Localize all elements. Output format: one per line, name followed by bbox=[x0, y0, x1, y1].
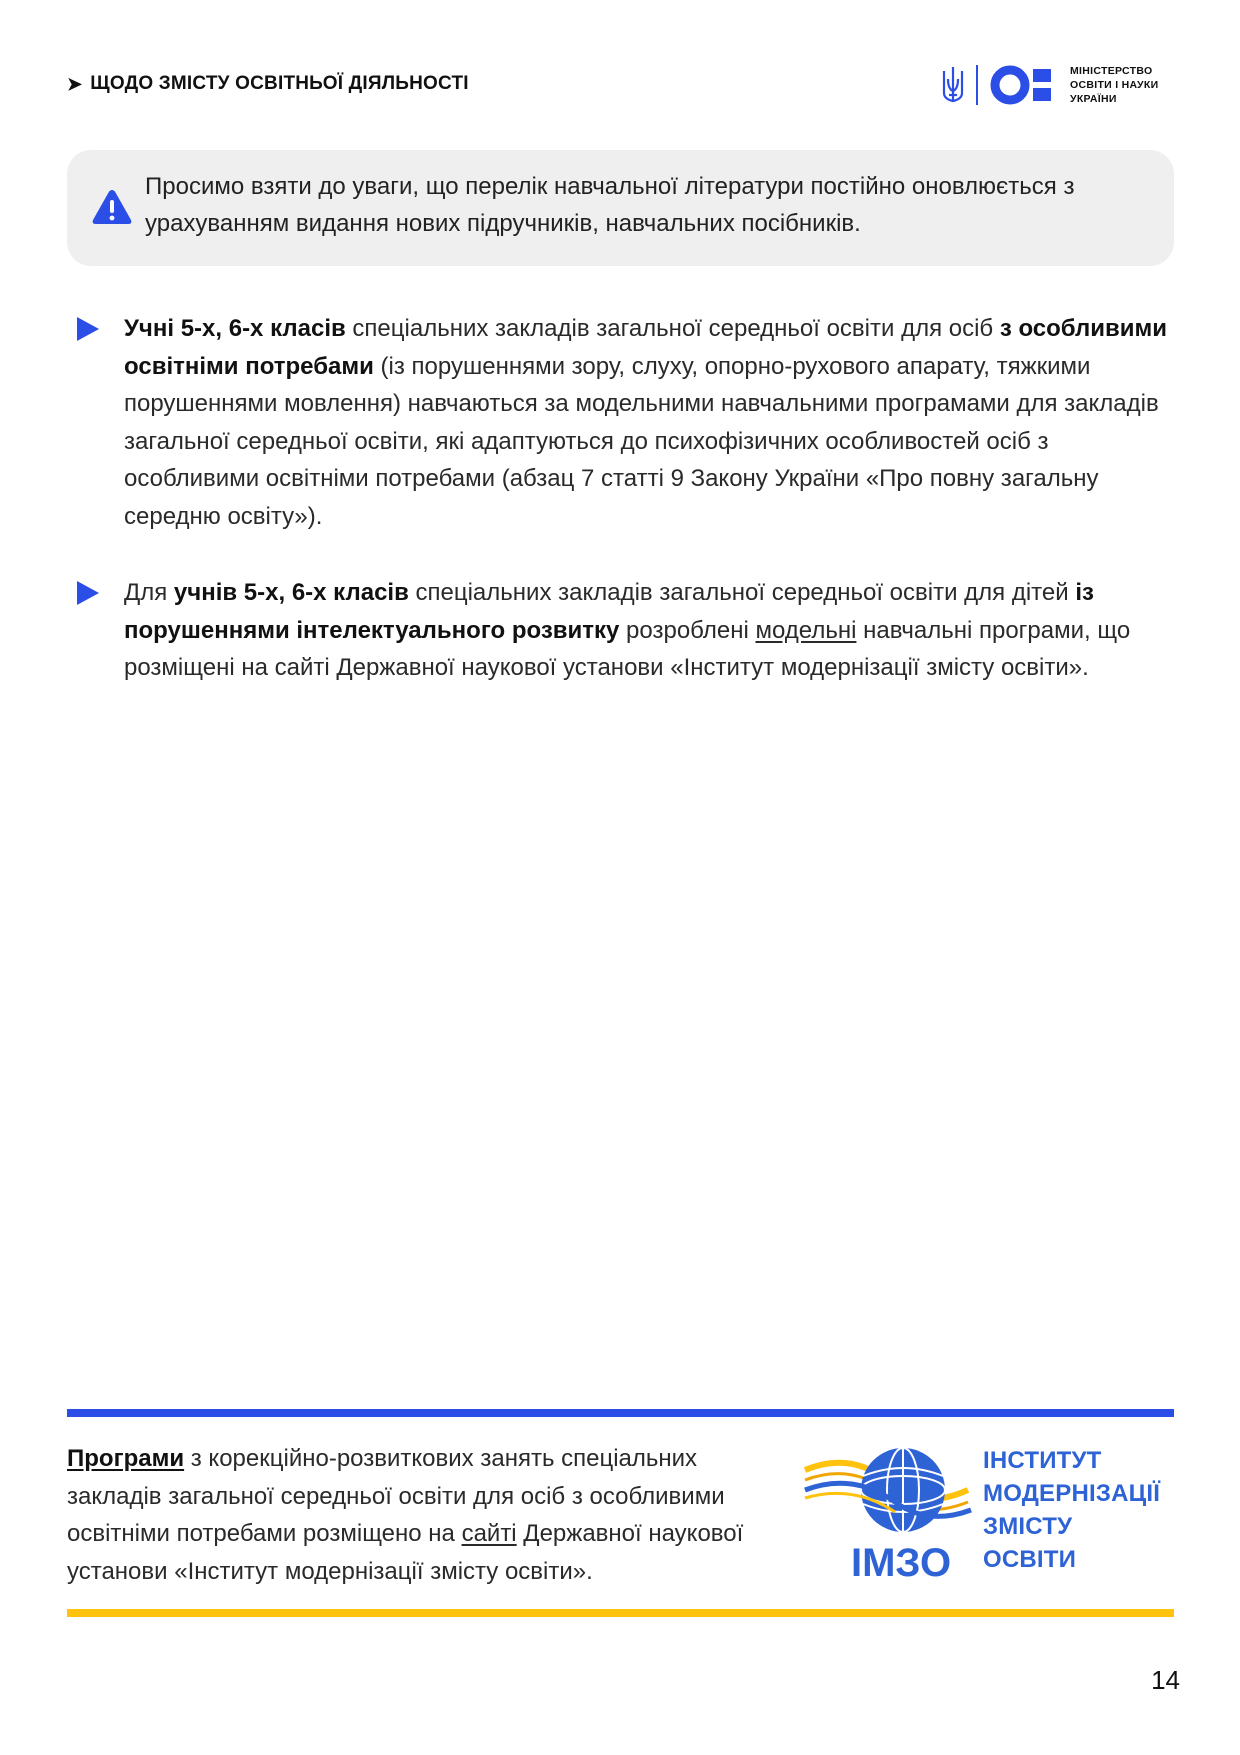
logo-divider bbox=[976, 65, 978, 105]
mon-mark-icon bbox=[990, 65, 1058, 105]
text-run: Для bbox=[124, 579, 174, 606]
ministry-name-line: МІНІСТЕРСТВО bbox=[1070, 65, 1153, 77]
imzo-abbr: ІМЗО bbox=[851, 1541, 952, 1585]
ministry-name bbox=[1070, 64, 1158, 106]
globe-icon bbox=[803, 1440, 973, 1590]
text-run: спеціальних закладів загальної середньої освіти для дітей bbox=[408, 579, 1076, 606]
trident-icon bbox=[940, 65, 966, 105]
list-item bbox=[67, 574, 1177, 687]
ministry-name-line: УКРАЇНИ bbox=[1070, 93, 1117, 105]
notice-box bbox=[67, 150, 1174, 266]
text-run: з корекційно-розвиткових занять спеціальних закладів загальної середньої освіти для осіб з особливими освітніми потребами розміщено на bbox=[67, 1445, 725, 1547]
bullet-triangle-icon bbox=[77, 317, 99, 341]
list-item-text bbox=[124, 310, 1177, 535]
section-header bbox=[67, 73, 469, 95]
text-run: навчальні програми, що розміщені на сайті Державної наукової установи «Інститут модернізації змісту освіти». bbox=[124, 616, 1131, 681]
text-run: (із порушеннями зору, слуху, опорно-рухового апарату, тяжкими порушеннями мовлення) навчаються за модельними навчальними програмами для закладів загальної середньої освіти, які адаптуються до психофізичних особливостей осіб з особливими освітніми потребами (абзац 7 статті 9 Закону України «Про повну загальну середню освіту»). bbox=[124, 352, 1159, 530]
bold-text: з особливими освітніми потребами bbox=[124, 315, 1168, 380]
bold-text: учнів 5-х, 6-х класів bbox=[173, 579, 409, 606]
text-run: розроблені bbox=[619, 616, 756, 644]
imzo-title-line: ІНСТИТУТ bbox=[983, 1447, 1102, 1474]
blue-divider bbox=[67, 1409, 1174, 1417]
page-number: 14 bbox=[1151, 1665, 1180, 1695]
imzo-title-line: ОСВІТИ bbox=[983, 1546, 1077, 1573]
list-item-text bbox=[124, 574, 1177, 687]
text-run: Державної наукової установи «Інститут модернізації змісту освіти». bbox=[67, 1520, 744, 1585]
bold-text: Учні 5-х, 6-х класів bbox=[124, 315, 346, 342]
arrow-right-icon: ➤ bbox=[67, 73, 83, 94]
model-programs-link[interactable]: модельні bbox=[755, 616, 857, 644]
ministry-logo bbox=[940, 64, 1158, 106]
ministry-name-line: ОСВІТИ І НАУКИ bbox=[1070, 79, 1159, 91]
footer-text bbox=[67, 1440, 787, 1590]
warning-icon bbox=[91, 188, 133, 226]
yellow-divider bbox=[67, 1609, 1174, 1617]
imzo-title bbox=[983, 1444, 1160, 1576]
bullet-triangle-icon bbox=[77, 581, 99, 605]
section-title: ЩОДО ЗМІСТУ ОСВІТНЬОЇ ДІЯЛЬНОСТІ bbox=[90, 73, 469, 94]
site-link[interactable]: сайті bbox=[461, 1520, 517, 1547]
imzo-title-line: МОДЕРНІЗАЦІЇ bbox=[983, 1480, 1161, 1507]
list-item bbox=[67, 310, 1177, 535]
text-run: спеціальних закладів загальної середньої освіти для осіб bbox=[345, 315, 1000, 342]
imzo-title-line: ЗМІСТУ bbox=[983, 1513, 1073, 1540]
bold-text: із порушеннями інтелектуального розвитку bbox=[124, 579, 1094, 644]
imzo-logo bbox=[803, 1440, 1173, 1590]
notice-text: Просимо взяти до уваги, що перелік навчальної літератури постійно оновлюється з урахуванням видання нових підручників, навчальних посібників. bbox=[145, 173, 1075, 237]
programs-link[interactable]: Програми bbox=[67, 1445, 185, 1472]
